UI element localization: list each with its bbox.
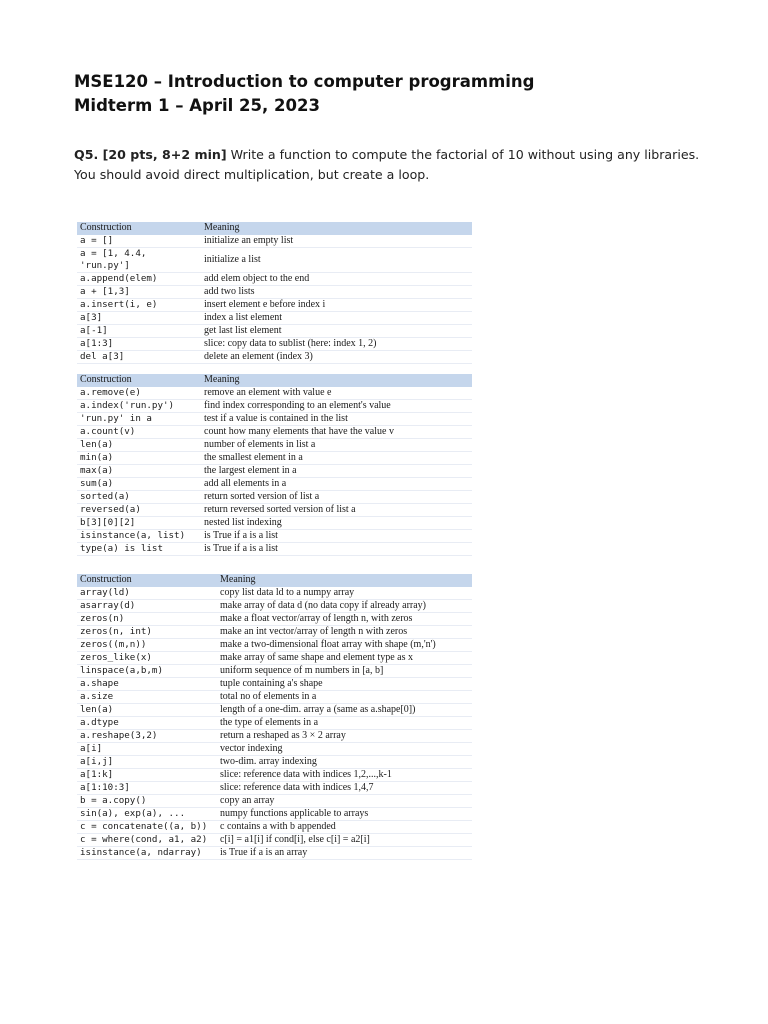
table-row: [77, 626, 472, 639]
table-row: [77, 351, 472, 364]
construction-cell: c = where(cond, a1, a2): [77, 834, 217, 847]
table-row: [77, 299, 472, 312]
table-row: [77, 504, 472, 517]
meaning-cell: count how many elements that have the value v: [201, 426, 472, 439]
table-row: [77, 730, 472, 743]
meaning-cell: is True if a is an array: [217, 847, 472, 860]
list-functions-table: [77, 374, 472, 556]
meaning-cell: copy list data ld to a numpy array: [217, 587, 472, 600]
table-row: [77, 834, 472, 847]
construction-cell: zeros(n, int): [77, 626, 217, 639]
table-row: [77, 286, 472, 299]
meaning-cell: copy an array: [217, 795, 472, 808]
meaning-cell: slice: copy data to sublist (here: index 1, 2): [201, 338, 472, 351]
construction-cell: sin(a), exp(a), ...: [77, 808, 217, 821]
meaning-cell: make a two-dimensional float array with shape (m,'n'): [217, 639, 472, 652]
numpy-array-table: [77, 574, 472, 860]
construction-cell: a + [1,3]: [77, 286, 201, 299]
meaning-cell: length of a one-dim. array a (same as a.shape[0]): [217, 704, 472, 717]
construction-cell: a = [1, 4.4, 'run.py']: [77, 248, 201, 273]
meaning-cell: tuple containing a's shape: [217, 678, 472, 691]
meaning-cell: index a list element: [201, 312, 472, 325]
construction-cell: a[-1]: [77, 325, 201, 338]
table-row: [77, 491, 472, 504]
table-row: [77, 652, 472, 665]
column-header-meaning: Meaning: [201, 222, 472, 235]
question-label: Q5. [20 pts, 8+2 min]: [74, 147, 227, 162]
construction-cell: reversed(a): [77, 504, 201, 517]
exam-date-title: Midterm 1 – April 25, 2023: [74, 96, 320, 115]
table-row: [77, 639, 472, 652]
meaning-cell: return a reshaped as 3 × 2 array: [217, 730, 472, 743]
question-q5: [74, 145, 714, 185]
table-row: [77, 478, 472, 491]
meaning-cell: make a float vector/array of length n, with zeros: [217, 613, 472, 626]
table-row: [77, 400, 472, 413]
table-row: [77, 312, 472, 325]
meaning-cell: insert element e before index i: [201, 299, 472, 312]
construction-cell: a[1:10:3]: [77, 782, 217, 795]
table-header-row: [77, 574, 472, 587]
construction-cell: zeros(n): [77, 613, 217, 626]
meaning-cell: return reversed sorted version of list a: [201, 504, 472, 517]
meaning-cell: return sorted version of list a: [201, 491, 472, 504]
table-row: [77, 543, 472, 556]
construction-cell: del a[3]: [77, 351, 201, 364]
course-title: MSE120 – Introduction to computer programming: [74, 72, 535, 91]
table-row: [77, 678, 472, 691]
table-row: [77, 769, 472, 782]
table-row: [77, 613, 472, 626]
meaning-cell: find index corresponding to an element's value: [201, 400, 472, 413]
table-row: [77, 465, 472, 478]
construction-cell: min(a): [77, 452, 201, 465]
construction-cell: len(a): [77, 704, 217, 717]
construction-cell: a.append(elem): [77, 273, 201, 286]
meaning-cell: is True if a is a list: [201, 530, 472, 543]
table-header-row: [77, 222, 472, 235]
construction-cell: a[3]: [77, 312, 201, 325]
table-row: [77, 795, 472, 808]
meaning-cell: the smallest element in a: [201, 452, 472, 465]
construction-cell: max(a): [77, 465, 201, 478]
meaning-cell: initialize a list: [201, 248, 472, 273]
table-row: [77, 235, 472, 248]
table-row: [77, 808, 472, 821]
table-row: [77, 325, 472, 338]
column-header-meaning: Meaning: [201, 374, 472, 387]
meaning-cell: nested list indexing: [201, 517, 472, 530]
construction-cell: sorted(a): [77, 491, 201, 504]
construction-cell: c = concatenate((a, b)): [77, 821, 217, 834]
column-header-meaning: Meaning: [217, 574, 472, 587]
table-row: [77, 717, 472, 730]
construction-cell: a.insert(i, e): [77, 299, 201, 312]
meaning-cell: slice: reference data with indices 1,4,7: [217, 782, 472, 795]
table-row: [77, 600, 472, 613]
table-row: [77, 413, 472, 426]
meaning-cell: add two lists: [201, 286, 472, 299]
construction-cell: b = a.copy(): [77, 795, 217, 808]
meaning-cell: add elem object to the end: [201, 273, 472, 286]
meaning-cell: make array of data d (no data copy if already array): [217, 600, 472, 613]
table-row: [77, 665, 472, 678]
construction-cell: 'run.py' in a: [77, 413, 201, 426]
construction-cell: a[i,j]: [77, 756, 217, 769]
meaning-cell: make array of same shape and element type as x: [217, 652, 472, 665]
meaning-cell: get last list element: [201, 325, 472, 338]
table-row: [77, 248, 472, 273]
meaning-cell: vector indexing: [217, 743, 472, 756]
construction-cell: isinstance(a, list): [77, 530, 201, 543]
construction-cell: a.dtype: [77, 717, 217, 730]
table-row: [77, 517, 472, 530]
construction-cell: b[3][0][2]: [77, 517, 201, 530]
meaning-cell: numpy functions applicable to arrays: [217, 808, 472, 821]
table-row: [77, 426, 472, 439]
construction-cell: a.size: [77, 691, 217, 704]
meaning-cell: total no of elements in a: [217, 691, 472, 704]
table-row: [77, 743, 472, 756]
meaning-cell: is True if a is a list: [201, 543, 472, 556]
table-row: [77, 439, 472, 452]
construction-cell: a.remove(e): [77, 387, 201, 400]
construction-cell: asarray(d): [77, 600, 217, 613]
table-row: [77, 387, 472, 400]
construction-cell: a = []: [77, 235, 201, 248]
construction-cell: len(a): [77, 439, 201, 452]
construction-cell: a.shape: [77, 678, 217, 691]
construction-cell: linspace(a,b,m): [77, 665, 217, 678]
construction-cell: a[1:k]: [77, 769, 217, 782]
meaning-cell: slice: reference data with indices 1,2,...,k-1: [217, 769, 472, 782]
construction-cell: a.reshape(3,2): [77, 730, 217, 743]
table-row: [77, 338, 472, 351]
meaning-cell: initialize an empty list: [201, 235, 472, 248]
construction-cell: type(a) is list: [77, 543, 201, 556]
construction-cell: array(ld): [77, 587, 217, 600]
meaning-cell: two-dim. array indexing: [217, 756, 472, 769]
meaning-cell: uniform sequence of m numbers in [a, b]: [217, 665, 472, 678]
table-row: [77, 273, 472, 286]
column-header-construction: Construction: [77, 574, 217, 587]
construction-cell: sum(a): [77, 478, 201, 491]
meaning-cell: test if a value is contained in the list: [201, 413, 472, 426]
table-row: [77, 756, 472, 769]
table-row: [77, 587, 472, 600]
meaning-cell: the largest element in a: [201, 465, 472, 478]
column-header-construction: Construction: [77, 222, 201, 235]
question-text: Write a function to compute the factorial of 10 without using any libraries. You should avoid direct multiplication, but create a loop.: [74, 147, 700, 182]
table-row: [77, 847, 472, 860]
table-row: [77, 782, 472, 795]
table-row: [77, 530, 472, 543]
table-row: [77, 821, 472, 834]
meaning-cell: remove an element with value e: [201, 387, 472, 400]
meaning-cell: add all elements in a: [201, 478, 472, 491]
meaning-cell: the type of elements in a: [217, 717, 472, 730]
construction-cell: zeros_like(x): [77, 652, 217, 665]
meaning-cell: c[i] = a1[i] if cond[i], else c[i] = a2[i]: [217, 834, 472, 847]
construction-cell: a.index('run.py'): [77, 400, 201, 413]
table-header-row: [77, 374, 472, 387]
construction-cell: a[1:3]: [77, 338, 201, 351]
list-operations-table: [77, 222, 472, 364]
meaning-cell: c contains a with b appended: [217, 821, 472, 834]
construction-cell: zeros((m,n)): [77, 639, 217, 652]
meaning-cell: make an int vector/array of length n with zeros: [217, 626, 472, 639]
table-row: [77, 452, 472, 465]
meaning-cell: number of elements in list a: [201, 439, 472, 452]
construction-cell: a[i]: [77, 743, 217, 756]
exam-title: [74, 70, 534, 118]
construction-cell: a.count(v): [77, 426, 201, 439]
meaning-cell: delete an element (index 3): [201, 351, 472, 364]
construction-cell: isinstance(a, ndarray): [77, 847, 217, 860]
column-header-construction: Construction: [77, 374, 201, 387]
table-row: [77, 704, 472, 717]
table-row: [77, 691, 472, 704]
